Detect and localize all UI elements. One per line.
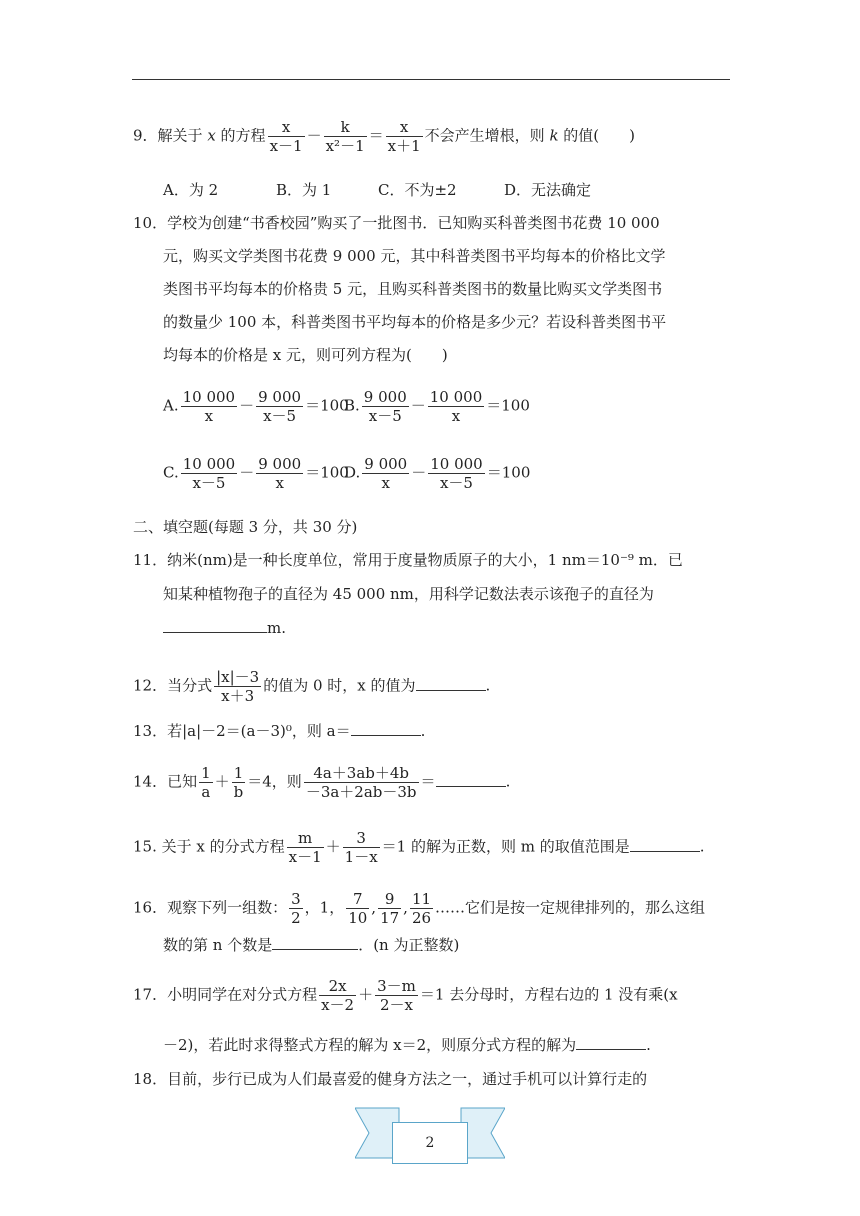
- q10-option-b: B. $\frac{9 000}{x-5}$ － $\frac{10 000}{x}$ ＝100: [344, 388, 530, 425]
- q9-option-c: C．不为±2: [378, 181, 457, 199]
- answer-blank: [576, 1035, 646, 1050]
- fraction: $\frac{x}{x-1}$: [269, 118, 303, 155]
- header-rule: [132, 79, 730, 80]
- question-17: 17．小明同学在对分式方程 $\frac{2x}{x-2}$ ＋ $\frac{3-m}{2-x}$ ＝1 去分母时，方程右边的 1 没有乘(x: [133, 977, 678, 1014]
- q10-line-5: 均每本的价格是 x 元，则可列方程为( ): [163, 346, 448, 364]
- question-12: 12．当分式 $\frac{|x|-3}{x+3}$ 的值为 0 时，x 的值为 .: [133, 668, 491, 705]
- q11-line-2: 知某种植物孢子的直径为 45 000 nm，用科学记数法表示该孢子的直径为: [163, 585, 654, 603]
- q10-line-2: 元，购买文学类图书花费 9 000 元，其中科普类图书平均每本的价格比文学: [163, 247, 666, 265]
- fraction: $\frac{x}{x+1}$: [387, 118, 421, 155]
- q9-option-a: A．为 2: [163, 181, 219, 199]
- answer-blank: [351, 721, 421, 736]
- q9-option-d: D．无法确定: [504, 181, 592, 199]
- q17-line-2: －2)，若此时求得整式方程的解为 x＝2，则原分式方程的解为 .: [163, 1036, 651, 1054]
- answer-blank: [272, 935, 358, 950]
- q10-option-c: C. $\frac{10 000}{x-5}$ － $\frac{9 000}{x}$ ＝100: [163, 455, 349, 492]
- question-14: 14．已知 $\frac{1}{a}$ ＋ $\frac{1}{b}$ ＝4，则 $\frac{4a+3ab+4b}{-3a+2ab-3b}$ ＝ .: [133, 764, 511, 801]
- q10-line-4: 的数量少 100 本，科普类图书平均每本的价格是多少元？若设科普类图书平: [163, 313, 667, 331]
- section-heading: 二、填空题(每题 3 分，共 30 分): [133, 518, 358, 536]
- answer-blank: [163, 618, 267, 633]
- question-9: 9．解关于 x 的方程 $\frac{x}{x-1}$ － $\frac{k}{\text{x²－1}}$ ＝ $\frac{x}{x+1}$ 不会产生增根，则 k 的值( ): [133, 118, 636, 155]
- answer-blank: [630, 837, 700, 852]
- answer-blank: [436, 772, 506, 787]
- fraction: $\frac{k}{\text{x²－1}}$: [325, 118, 365, 155]
- page-number: 2: [392, 1122, 468, 1164]
- q11-line-1: 11．纳米(nm)是一种长度单位，常用于度量物质原子的大小，1 nm＝10⁻⁹ m．已: [133, 551, 683, 569]
- question-16: 16．观察下列一组数： $\frac{3}{2}$ ，1， $\frac{7}{10}$ , $\frac{9}{17}$ , $\frac{11}{26}$ ……它们是按一定规律排列的，那么这组: [133, 890, 706, 927]
- q10-line-1: 10．学校为创建“书香校园”购买了一批图书．已知购买科普类图书花费 10 000: [133, 214, 660, 232]
- q16-line-2: 数的第 n 个数是 ．(n 为正整数): [163, 936, 460, 954]
- q9-option-b: B．为 1: [276, 181, 332, 199]
- q18-line-1: 18．目前，步行已成为人们最喜爱的健身方法之一，通过手机可以计算行走的: [133, 1070, 648, 1088]
- answer-blank: [416, 676, 486, 691]
- question-15: 15. 关于 x 的分式方程 $\frac{m}{x-1}$ ＋ $\frac{3}{1-x}$ ＝1 的解为正数，则 m 的取值范围是 .: [133, 829, 705, 866]
- question-13: 13．若|a|－2＝(a－3)⁰，则 a＝ .: [133, 722, 426, 740]
- q10-line-3: 类图书平均每本的价格贵 5 元，且购买科普类图书的数量比购买文学类图书: [163, 280, 663, 298]
- q11-line-3: m.: [163, 618, 286, 638]
- q10-option-d: D. $\frac{9 000}{x}$ － $\frac{10 000}{x-5}$ ＝100: [344, 455, 531, 492]
- q10-option-a: A. $\frac{10 000}{x}$ － $\frac{9 000}{x-5}$ ＝100: [163, 388, 349, 425]
